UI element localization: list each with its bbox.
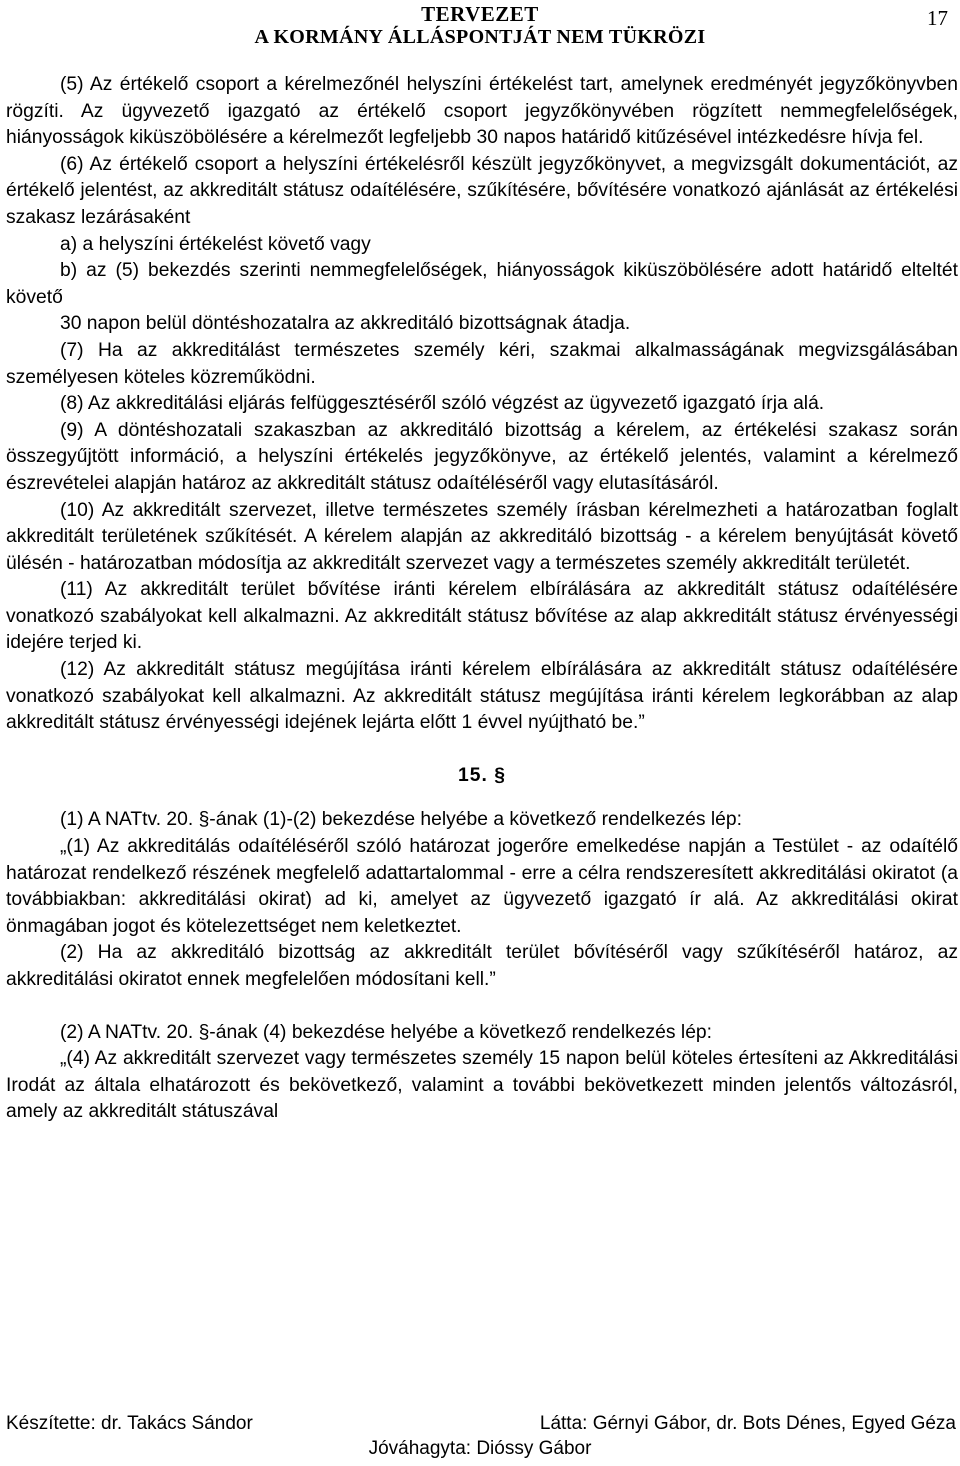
paragraph-9: (9) A döntéshozatali szakaszban az akkreditáló bizottság a kérelem, az értékelési szakasz során összegyűjtött információ, a helyszíni értékelés jegyzőkönyve, az értékelő jelentés, valamint a kérelmező észrevételei alapján határoz az akkreditált státusz odaítéléséről vagy elutasításáról. [6,419,958,494]
document-body [6,72,958,1126]
page-number: 17 [927,6,948,30]
amendment-2-text: „(4) Az akkreditált szervezet vagy természetes személy 15 napon belül köteles értesíteni az Akkreditálási Irodát az általa elhatározott és bekövetkező, valamint a további bekövetkezett minden jelentős változásról, amely az akkreditált státuszával [6,1048,958,1123]
amendment-1-text-1: „(1) Az akkreditálás odaítéléséről szóló határozat jogerőre emelkedése napján a Testület - az odaítélő határozat rendelkező részének megfelelő adattartalommal - erre a célra rendszeresített akkreditálási okiratot (a továbbiakban: akkreditálási okirat) ad ki, amelyet az ügyvezető igazgató ír alá. Az akkreditálási okirat önmagában jogot és kötelezettséget nem keletkeztet. [6,836,958,937]
amendment-1-text-2: (2) Ha az akkreditáló bizottság az akkreditált terület bővítéséről vagy szűkítéséről határoz, az akkreditálási okiratot ennek megfelelően módosítani kell.” [6,942,958,990]
draft-label: TERVEZET [421,2,539,26]
disclaimer-label: A KORMÁNY ÁLLÁSPONTJÁT NEM TÜKRÖZI [254,26,706,48]
approved-by: Jóváhagyta: Dióssy Gábor [368,1438,592,1459]
paragraph-11: (11) Az akkreditált terület bővítése iránti kérelem elbírálására az akkreditált státusz odaítélésére vonatkozó szabályokat kell alkalmazni. Az akkreditált státusz bővítése az alap akkreditált státusz érvényességi idejére terjed ki. [6,579,958,654]
spacer [6,994,958,1020]
amendment-2-intro: (2) A NATtv. 20. §-ának (4) bekezdése helyébe a következő rendelkezés lép: [60,1021,712,1043]
paragraph-8: (8) Az akkreditálási eljárás felfüggesztéséről szóló végzést az ügyvezető igazgató írja alá. [60,393,825,415]
paragraph-10: (10) Az akkreditált szervezet, illetve természetes személy írásban kérelmezheti a határozatban foglalt akkreditált területének szűkítését. A kérelem alapján az akkreditáló bizottság - a kérelem benyújtását követő ülésén - határozatban módosítja az akkreditált szervezet vagy a természetes személy akkreditált területét. [6,499,958,574]
section-title: 15. § [458,764,506,786]
paragraph-6: (6) Az értékelő csoport a helyszíni értékelésről készült jegyzőkönyvet, a megvizsgált dokumentációt, az értékelő jelentést, az akkreditált státusz odaítélésére, szűkítésére, bővítésére vonatkozó ajánlását az értékelési szakasz lezárásaként [6,153,958,228]
seen-by: Látta: Gérnyi Gábor, dr. Bots Dénes, Egyed Géza [539,1413,956,1434]
paragraph-6-closing: 30 napon belül döntéshozatalra az akkreditáló bizottságnak átadja. [60,313,631,335]
page-header [0,0,960,52]
paragraph-5: (5) Az értékelő csoport a kérelmezőnél helyszíni értékelést tart, amelynek eredményét jegyzőkönyvben rögzíti. Az ügyvezető igazgató az értékelő csoport jegyzőkönyvében rögzített nemmegfelelőségek, hiányosságok kiküszöbölésére a kérelmezőt legfeljebb 30 napos határidő kitűzésével intézkedésre hívja fel. [6,74,958,149]
list-item-a: a) a helyszíni értékelést követő vagy [60,233,371,255]
paragraph-7: (7) Ha az akkreditálást természetes személy kéri, szakmai alkalmasságának megvizsgálásában személyesen köteles közreműködni. [6,339,958,388]
list-item-b: b) az (5) bekezdés szerinti nemmegfelelőségek, hiányosságok kiküszöbölésére adott határidő elteltét követő [6,260,958,308]
paragraph-12: (12) Az akkreditált státusz megújítása iránti kérelem elbírálására az akkreditált státusz odaítélésére vonatkozó szabályokat kell alkalmazni. Az akkreditált státusz megújítása iránti kérelem legkorábban az alap akkreditált státusz érvényességi idejének lejárta előtt 1 évvel nyújtható be.” [6,659,958,734]
amendment-1-intro: (1) A NATtv. 20. §-ának (1)-(2) bekezdése helyébe a következő rendelkezés lép: [60,809,742,831]
prepared-by: Készítette: dr. Takács Sándor [6,1413,253,1434]
